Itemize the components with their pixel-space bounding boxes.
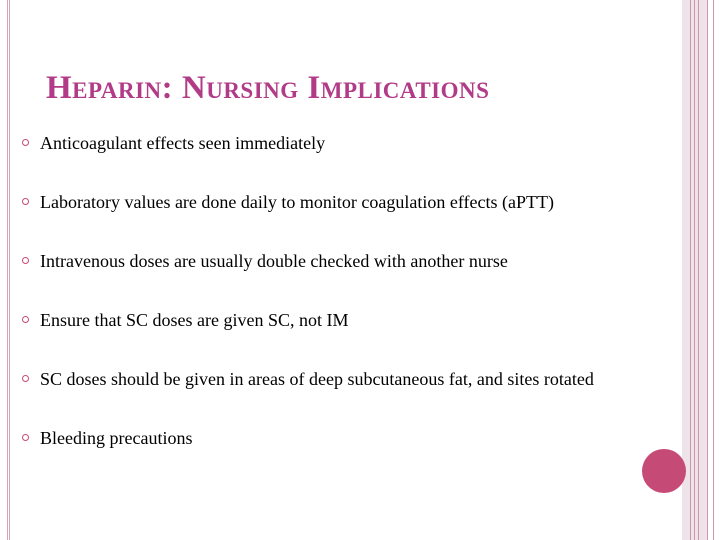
bullet-text: Anticoagulant effects seen immediately [40, 133, 326, 153]
bullet-text: Ensure that SC doses are given SC, not IM [40, 310, 349, 330]
right-border-rule [690, 0, 691, 540]
bullet-circle-icon [22, 139, 29, 146]
right-border-rule [713, 0, 714, 540]
bullet-text: Bleeding precautions [40, 428, 193, 448]
right-border-rule [694, 0, 695, 540]
bullet-circle-icon [22, 257, 29, 264]
bullet-text: Laboratory values are done daily to monitor coagulation effects (aPTT) [40, 192, 554, 212]
bullet-item [20, 131, 688, 155]
left-border-rule [7, 0, 8, 540]
bullet-circle-icon [22, 316, 29, 323]
bullet-circle-icon [22, 198, 29, 205]
bullet-item [20, 367, 688, 391]
left-border-rule [9, 0, 10, 540]
bullet-text: Intravenous doses are usually double checked with another nurse [40, 251, 508, 271]
bullet-text: SC doses should be given in areas of deep subcutaneous fat, and sites rotated [40, 369, 594, 389]
right-border-rule [707, 0, 708, 540]
bullet-item [20, 190, 688, 214]
bullet-item [20, 308, 688, 332]
bullet-circle-icon [22, 434, 29, 441]
bullet-item [20, 249, 688, 273]
slide-title: Heparin: Nursing Implications [46, 70, 490, 106]
right-border-rule [698, 0, 699, 540]
bullet-list [20, 131, 688, 485]
bullet-item [20, 426, 688, 450]
bullet-circle-icon [22, 375, 29, 382]
